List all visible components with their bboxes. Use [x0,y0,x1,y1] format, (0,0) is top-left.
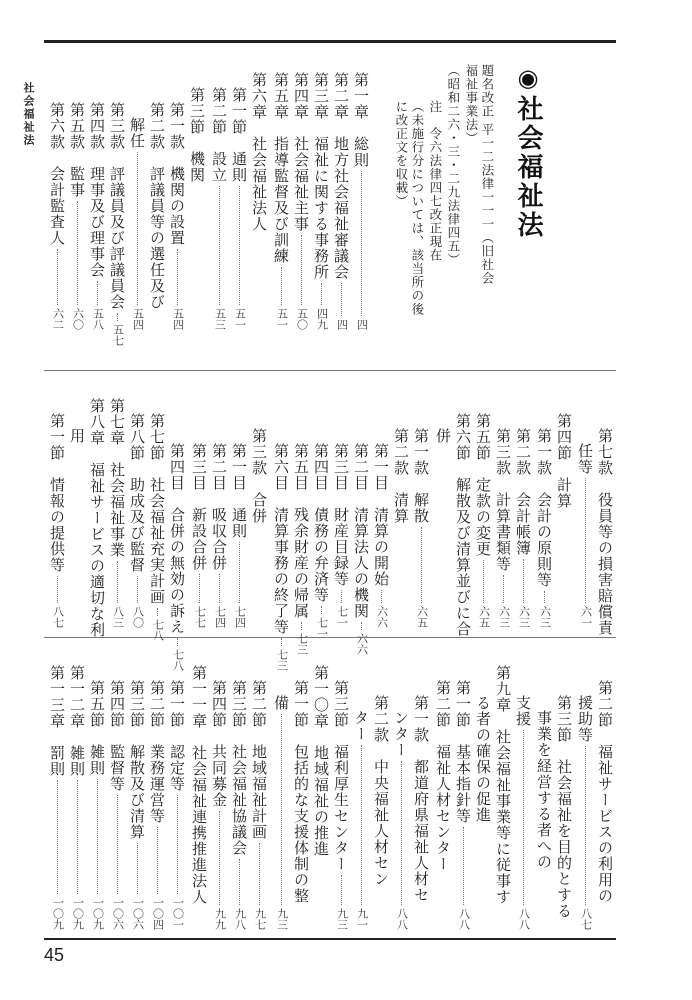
toc-page-number: 八八 [457,908,471,930]
toc-entry [249,428,270,524]
toc-page-number: 一〇九 [71,897,85,930]
toc-entry [391,710,412,930]
toc-page-number: 八八 [517,908,531,930]
toc-page-number: 四 [355,319,369,330]
toc-entry-text: 第四節 監督等 [108,680,126,792]
toc-entry [189,665,210,905]
toc-page-number: 八八 [395,908,409,930]
toc-page-number: 五三 [213,308,227,330]
toc-entry [351,443,372,655]
toc-entry-text: 第一節 情報の提供等 [48,413,66,573]
dot-leader [117,795,118,894]
toc-entry [87,398,108,638]
toc-entry [87,680,108,930]
toc-entry-text: 第一節 通則 [230,87,248,183]
toc-entry [311,443,332,639]
toc-entry-text: 第一章 総則 [352,72,370,168]
toc-entry-text: 任等 [576,443,594,475]
toc-page-number: 七七 [193,606,207,628]
page-number: 45 [44,945,65,965]
dot-leader [137,843,138,894]
toc-entry-text: 援助等 [576,695,594,743]
toc-entry [67,665,88,930]
toc-page-number: 六三 [497,606,511,628]
toc-entry-text: 第六款 会計監査人 [48,102,66,246]
toc-entry-text: 第五節 雑則 [88,680,106,776]
dot-leader [341,590,342,603]
toc-entry-text: る者の確保の促進 [474,695,492,823]
toc-entry-text: 第二章 地方社会福祉審議会 [332,72,350,280]
law-info-line: 注 令六法律四七改正現在 [427,100,443,262]
dot-leader [341,875,342,905]
toc-entry [67,428,88,444]
toc-entry [453,413,474,637]
toc-entry-text: 備 [272,695,290,711]
toc-entry [554,413,575,509]
toc-entry-text: 第一三章 罰則 [48,665,66,777]
toc-page-number: 九三 [335,908,349,930]
toc-entry [433,680,454,872]
dot-leader [117,561,118,603]
dot-leader [137,576,138,603]
toc-page-number: 五四 [171,308,185,330]
toc-entry-text: 第五節 定款の変更 [474,413,492,557]
side-label: 社会福祉法 [22,82,35,147]
toc-page-number: 一〇六 [131,897,145,930]
toc-page-number: 四九 [315,308,329,330]
law-info-line: に改正文を収載） [393,100,409,208]
toc-entry [575,443,596,628]
toc-entry [513,695,534,930]
dot-leader [259,843,260,905]
dot-leader [301,622,302,630]
toc-page-number: 六二 [51,308,65,330]
toc-entry [534,710,555,870]
toc-entry [271,443,292,671]
dot-leader [239,186,240,305]
toc-page-number: 六三 [517,606,531,628]
toc-entry-text: 第二節 地域福祉計画 [250,680,268,840]
dot-leader [341,283,342,316]
toc-page-number: 八三 [111,606,125,628]
toc-entry-text: 解任 [128,117,146,149]
toc-entry [47,665,68,930]
toc-entry [473,413,494,628]
toc-entry [513,428,534,628]
toc-entry-text: 第一〇章 地域福祉の推進 [312,665,330,857]
toc-entry [291,72,312,330]
toc-entry-text: 第一款 会計の原則等 [535,428,553,588]
toc-entry-text: 併 [434,428,452,444]
toc-entry [453,680,474,930]
toc-page-number: 七一 [335,606,349,628]
toc-entry-text: 用 [68,428,86,444]
toc-entry [167,680,188,930]
toc-page-number: 九八 [233,908,247,930]
toc-page-number: 九七 [253,908,267,930]
dot-leader [177,795,178,894]
toc-entry-text: 第一節 基本指針等 [454,680,472,824]
toc-entry-text: 第二款 評議員等の選任及び [148,102,166,310]
toc-page-number: 七八 [171,649,185,671]
toc-entry-text: 第四目 合併の無効の訴え [168,443,186,635]
toc-entry [331,72,352,330]
toc-entry [167,443,188,671]
toc-entry-text: 第五款 監事 [68,102,86,198]
toc-page-number: 五一 [275,308,289,330]
toc-entry-text: 第二節 設立 [210,87,228,183]
toc-page-number: 一〇九 [91,897,105,930]
toc-entry-text: 第三節 解散及び清算 [128,680,146,840]
toc-entry [209,443,230,628]
dot-leader [97,779,98,894]
toc-entry [167,102,188,330]
toc-entry [554,695,575,919]
dot-leader [523,559,524,603]
toc-entry [371,695,392,887]
dot-leader [219,186,220,305]
dot-leader [57,780,58,894]
bottom-rule [44,938,616,940]
toc-entry-text: 第八章 福祉サービスの適切な利 [88,398,106,638]
toc-entry-text: 第三節 機関 [188,87,206,183]
toc-entry [229,443,250,628]
dot-leader [219,811,220,905]
toc-entry-text: 第七章 社会福祉事業 [108,398,126,558]
law-info-line: （未施行分については、該当所の後 [409,100,425,316]
toc-page-number: 九三 [275,908,289,930]
toc-page-number: 七八 [151,619,165,641]
dot-leader [77,780,78,894]
dot-leader [199,574,200,603]
toc-entry-text: 第四章 社会福祉主事 [292,72,310,232]
toc-entry-text: 第四目 債務の弁済等 [312,443,330,603]
toc-entry [493,665,514,905]
dot-leader [544,591,545,603]
top-rule [44,40,616,43]
circle-bullet-icon: ◉ [514,64,542,95]
toc-page-number: 六三 [538,606,552,628]
toc-entry [187,87,208,183]
toc-entry [411,428,432,628]
dot-leader [157,608,158,616]
toc-entry-text: ンター [392,710,410,758]
toc-page-number: 九九 [213,908,227,930]
toc-entry [271,72,292,330]
toc-entry-text: 第二目 吸収合併 [210,443,228,571]
toc-entry-text: 第一款 機関の設置 [168,102,186,246]
dot-leader [281,714,282,905]
toc-entry-text: 第七款 役員等の損害賠償責 [596,428,614,636]
toc-entry [473,695,494,823]
toc-entry-text: 第二目 清算法人の機関 [352,443,370,619]
toc-entry-text: 第二款 中央福祉人材セン [372,695,390,887]
dot-leader [57,576,58,603]
dot-leader [503,575,504,603]
toc-entry-text: 第一節 包括的な支援体制の整 [292,680,310,904]
toc-entry-text: 第二款 清算 [392,428,410,524]
toc-entry-text: 第一款 都道府県福祉人材セ [412,695,430,903]
toc-page-number: 七三 [295,633,309,655]
toc-entry-text: 第四節 共同募金 [210,680,228,808]
dot-leader [77,201,78,305]
toc-entry-text: 第三款 合併 [250,428,268,524]
toc-entry-text: 第二節 福祉サービスの利用の [596,680,614,904]
toc-entry [575,695,596,930]
law-info-line: 福祉事業法） [463,64,479,145]
toc-entry [311,665,332,857]
toc-entry [127,117,148,330]
dot-leader [381,590,382,603]
toc-page-number: 一〇一 [171,897,185,930]
dot-leader [177,638,178,646]
toc-page-number: 六六 [375,606,389,628]
dot-leader [219,574,220,603]
toc-entry-text: 第二款 会計帳簿 [514,428,532,556]
toc-entry [391,428,412,524]
dot-leader [523,730,524,905]
toc-entry-text: 第六節 解散及び清算並びに合 [454,413,472,637]
toc-entry-text: 第三目 財産目録等 [332,443,350,587]
divider-rule [44,370,616,371]
toc-entry-text: 第八節 助成及び監督 [128,413,146,573]
toc-page-number: 七四 [233,606,247,628]
dot-leader [361,622,362,630]
toc-entry [127,680,148,930]
toc-entry [331,680,352,930]
toc-entry-text: 第三節 福利厚生センター [332,680,350,872]
toc-page-number: 八〇 [131,606,145,628]
toc-page-number: 六一 [579,606,593,628]
toc-entry-text: 第三節 社会福祉協議会 [230,680,248,856]
toc-page-number: 一〇四 [151,897,165,930]
dot-leader [301,235,302,305]
toc-entry [189,443,210,628]
toc-entry-text: 事業を経営する者への [535,710,553,870]
dot-leader [463,827,464,905]
toc-entry [311,72,332,330]
toc-entry [595,428,616,636]
toc-page-number: 五一 [233,308,247,330]
dot-leader [137,152,138,305]
toc-entry [107,102,128,346]
toc-entry [47,413,68,628]
dot-leader [361,171,362,316]
toc-entry [291,680,312,904]
toc-page-number: 七三 [275,649,289,671]
toc-entry [249,72,270,232]
toc-entry-text: 支援 [514,695,532,727]
toc-entry [147,680,168,930]
toc-page-number: 六六 [355,633,369,655]
toc-entry [107,398,128,628]
toc-entry-text: 第四款 理事及び理事会 [88,102,106,278]
title-text: 社会福祉法 [513,95,543,240]
law-info-line: 題名改正 平一二法律一一一（旧社会 [479,64,495,285]
dot-leader [239,859,240,905]
toc-entry [351,72,372,330]
toc-entry-text: 第一目 通則 [230,443,248,539]
toc-entry [229,87,250,330]
toc-page-number: 六五 [477,606,491,628]
toc-entry-text: 第二節 業務運営等 [148,680,166,824]
toc-entry [249,680,270,930]
toc-page-number: 七一 [315,617,329,639]
toc-entry [271,695,292,930]
toc-entry [47,102,68,330]
toc-entry-text: 第三款 計算書類等 [494,428,512,572]
toc-entry [87,102,108,330]
toc-entry-text: 第四節 計算 [555,413,573,509]
toc-entry-text: 第六章 社会福祉法人 [250,72,268,232]
toc-entry-text: 第一目 清算の開始 [372,443,390,587]
toc-entry [107,680,128,930]
toc-entry-text: 第三款 評議員及び評議員会 [108,102,126,310]
toc-entry-text: 第一二章 雑則 [68,665,86,777]
toc-entry [127,413,148,628]
toc-page-number: 五八 [91,308,105,330]
toc-entry [331,443,352,628]
toc-entry [493,428,514,628]
dot-leader [177,249,178,305]
toc-entry-text: ター [352,710,370,742]
toc-entry [534,428,555,628]
toc-entry [147,413,168,641]
dot-leader [281,267,282,305]
toc-entry [411,695,432,903]
toc-entry [595,680,616,904]
toc-page-number: 七四 [213,606,227,628]
toc-entry [291,443,312,655]
dot-leader [361,745,362,905]
toc-page-number: 八七 [579,908,593,930]
dot-leader [321,283,322,305]
toc-entry-text: 第九章 社会福祉事業等に従事す [494,665,512,905]
toc-entry [67,102,88,330]
toc-entry-text: 第五章 指導監督及び訓練 [272,72,290,264]
toc-page-number: 六五 [415,606,429,628]
toc-page-number: 五七 [111,324,125,346]
toc-entry-text: 第六目 清算事務の終了等 [272,443,290,635]
dot-leader [239,542,240,603]
toc-entry [209,680,230,930]
toc-entry-text: 第二節 福祉人材センター [434,680,452,872]
toc-entry-text: 第三章 福祉に関する事務所 [312,72,330,280]
dot-leader [585,478,586,603]
dot-leader [401,761,402,905]
dot-leader [117,313,118,321]
toc-entry [147,102,168,310]
toc-entry-text: 第五目 残余財産の帰属 [292,443,310,619]
toc-entry [351,710,372,930]
toc-page-number: 八七 [51,606,65,628]
dot-leader [483,560,484,603]
dot-leader [421,527,422,603]
dot-leader [97,281,98,305]
dot-leader [157,827,158,894]
dot-leader [321,606,322,614]
toc-page-number: 一〇九 [51,897,65,930]
toc-page-number: 四 [335,319,349,330]
page-title [510,64,547,240]
toc-page-number: 一〇六 [111,897,125,930]
divider-rule [44,637,616,638]
toc-entry [433,428,454,444]
toc-page-number: 九一 [355,908,369,930]
toc-entry-text: 第三節 社会福祉を目的とする [555,695,573,919]
toc-page-number: 五四 [131,308,145,330]
toc-entry-text: 第一一章 社会福祉連携推進法人 [190,665,208,905]
dot-leader [585,746,586,905]
toc-entry-text: 第一款 解散 [412,428,430,524]
toc-entry [371,443,392,628]
law-info-line: （昭和二六・三・二九法律四五） [445,64,461,267]
toc-entry [209,87,230,330]
toc-page-number: 六〇 [71,308,85,330]
toc-entry-text: 第一節 認定等 [168,680,186,792]
toc-entry-text: 第七節 社会福祉充実計画 [148,413,166,605]
dot-leader [57,249,58,305]
toc-entry [229,680,250,930]
toc-entry-text: 第三目 新設合併 [190,443,208,571]
dot-leader [281,638,282,646]
toc-page-number: 五〇 [295,308,309,330]
